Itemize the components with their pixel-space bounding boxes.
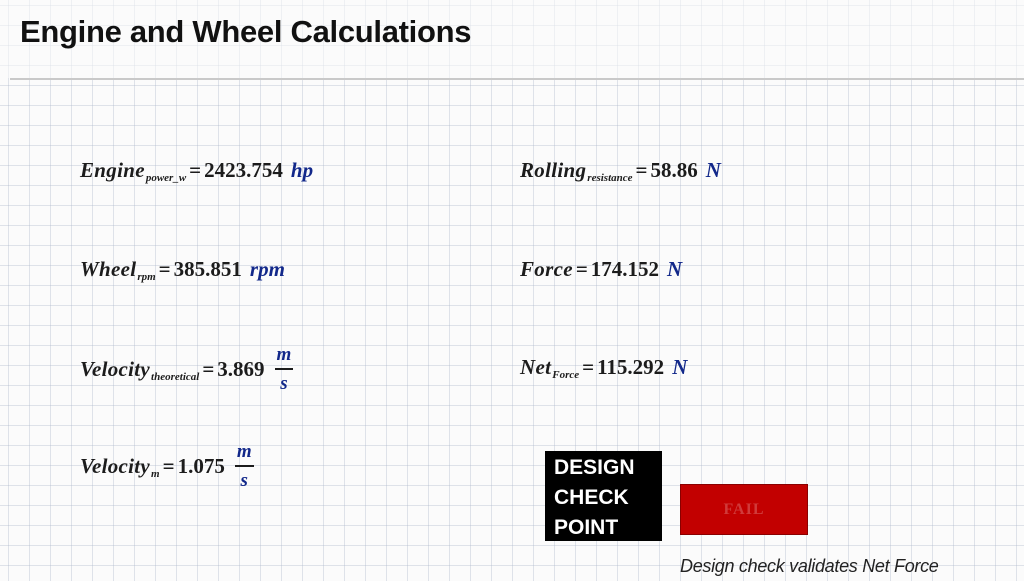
design-check-line: DESIGN (554, 456, 635, 479)
variable-name: Engine (80, 158, 145, 182)
header (0, 0, 1024, 78)
formula-unit: N (705, 158, 721, 182)
unit-numerator: m (235, 441, 254, 467)
formula-unit: N (672, 355, 688, 379)
formula-engine-power (80, 158, 313, 183)
formula-net-force (520, 355, 687, 380)
design-check-line: CHECK (554, 486, 629, 509)
variable-name: Force (520, 257, 573, 281)
variable-name: Rolling (520, 158, 587, 182)
variable-subscript: resistance (587, 171, 633, 184)
formula-value: 3.869 (217, 357, 265, 381)
equals-sign: = (575, 257, 588, 281)
formula-value: 58.86 (650, 158, 698, 182)
formula-value: 2423.754 (204, 158, 283, 182)
variable-subscript: rpm (137, 270, 156, 283)
variable-name: Net (520, 355, 552, 379)
unit-numerator: m (275, 344, 294, 370)
formula-value: 1.075 (177, 454, 225, 478)
equals-sign: = (202, 357, 215, 381)
variable-subscript: power_w (145, 171, 187, 184)
variable-subscript: m (151, 467, 160, 480)
formula-velocity-m (80, 441, 254, 492)
unit-fraction (275, 344, 294, 395)
unit-denominator: s (240, 470, 248, 491)
equals-sign: = (162, 454, 175, 478)
equals-sign: = (158, 257, 171, 281)
formula-unit: N (667, 257, 683, 281)
design-check-result-text: FAIL (723, 500, 765, 518)
formula-unit: rpm (249, 257, 285, 281)
formula-value: 385.851 (173, 257, 242, 281)
formula-value: 174.152 (590, 257, 660, 281)
formula-velocity-theoretical (80, 344, 293, 395)
equals-sign: = (189, 158, 202, 182)
unit-fraction (235, 441, 254, 492)
equals-sign: = (582, 355, 595, 379)
design-check-line: POINT (554, 516, 619, 539)
page-title: Engine and Wheel Calculations (20, 14, 472, 49)
header-divider (10, 78, 1024, 80)
design-check-caption: Design check validates Net Force (680, 556, 939, 576)
formula-value: 115.292 (597, 355, 665, 379)
variable-name: Velocity (80, 454, 151, 478)
variable-name: Velocity (80, 357, 151, 381)
formula-wheel-rpm (80, 257, 285, 282)
variable-subscript: theoretical (151, 370, 200, 383)
formula-rolling-resistance (520, 158, 721, 183)
design-check-result (680, 484, 808, 535)
unit-denominator: s (280, 373, 288, 394)
variable-name: Wheel (80, 257, 137, 281)
formula-unit: hp (290, 158, 314, 182)
variable-subscript: Force (552, 368, 580, 381)
equals-sign: = (635, 158, 648, 182)
design-check-point-label (545, 451, 662, 541)
formula-force (520, 257, 682, 282)
